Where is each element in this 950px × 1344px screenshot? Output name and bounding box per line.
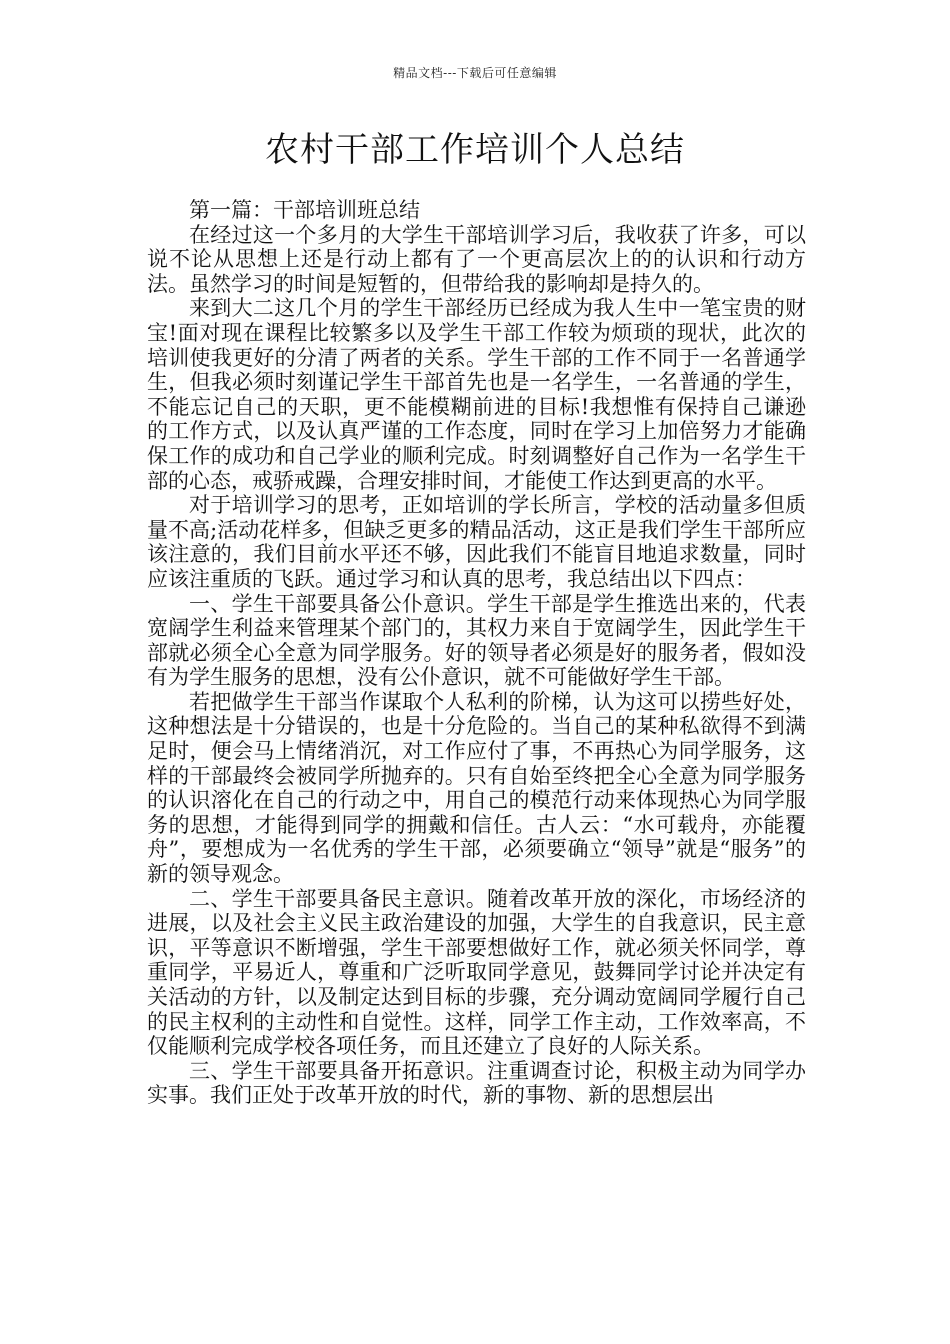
- paragraph: 二、学生干部要具备民主意识。随着改革开放的深化，市场经济的进展，以及社会主义民主政治建设的加强，大学生的自我意识，民主意识，平等意识不断增强，学生干部要想做好工作，就必须关怀同学，尊重同学，平易近人，尊重和广泛听取同学意见，鼓舞同学讨论并决定有关活动的方针，以及制定达到目标的步骤，充分调动宽阔同学履行自己的民主权利的主动性和自觉性。这样，同学工作主动，工作效率高，不仅能顺利完成学校各项任务，而且还建立了良好的人际关系。: [147, 886, 806, 1059]
- page-header-note: 精品文档---下载后可任意编辑: [393, 66, 557, 80]
- paragraph: 一、学生干部要具备公仆意识。学生干部是学生推选出来的，代表宽阔学生利益来管理某个部门的，其权力来自于宽阔学生，因此学生干部就必须全心全意为同学服务。好的领导者必须是好的服务者，假如没有为学生服务的思想，没有公仆意识，就不可能做好学生干部。: [147, 591, 806, 690]
- document-body: [147, 198, 806, 1108]
- paragraph: 若把做学生干部当作谋取个人私利的阶梯，认为这可以捞些好处，这种想法是十分错误的，也是十分危险的。当自己的某种私欲得不到满足时，便会马上情绪消沉，对工作应付了事，不再热心为同学服务，这样的干部最终会被同学所抛弃的。只有自始至终把全心全意为同学服务的认识溶化在自己的行动之中，用自己的模范行动来体现热心为同学服务的思想，才能得到同学的拥戴和信任。古人云：“水可载舟，亦能覆舟”，要想成为一名优秀的学生干部，必须要确立“领导”就是“服务”的新的领导观念。: [147, 689, 806, 887]
- paragraph: 在经过这一个多月的大学生干部培训学习后，我收获了许多，可以说不论从思想上还是行动上都有了一个更高层次上的的认识和行动方法。虽然学习的时间是短暂的，但带给我的影响却是持久的。: [147, 222, 806, 296]
- paragraph: 来到大二这几个月的学生干部经历已经成为我人生中一笔宝贵的财宝!面对现在课程比较繁多以及学生干部工作较为烦琐的现状，此次的培训使我更好的分清了两者的关系。学生干部的工作不同于一名普通学生，但我必须时刻谨记学生干部首先也是一名学生，一名普通的学生，不能忘记自己的天职，更不能模糊前进的目标!我想惟有保持自己谦逊的工作方式，以及认真严谨的工作态度，同时在学习上加倍努力才能确保工作的成功和自己学业的顺利完成。时刻调整好自己作为一名学生干部的心态，戒骄戒躁，合理安排时间，才能使工作达到更高的水平。: [147, 296, 806, 493]
- paragraph: 三、学生干部要具备开拓意识。注重调查讨论，积极主动为同学办实事。我们正处于改革开放的时代，新的事物、新的思想层出: [147, 1058, 806, 1108]
- paragraph: 对于培训学习的思考，正如培训的学长所言，学校的活动量多但质量不高;活动花样多，但缺乏更多的精品活动，这正是我们学生干部所应该注意的，我们目前水平还不够，因此我们不能盲目地追求数量，同时应该注重质的飞跃。通过学习和认真的思考，我总结出以下四点：: [147, 493, 806, 591]
- section-heading: 第一篇：干部培训班总结: [189, 198, 420, 222]
- document-title: 农村干部工作培训个人总结: [265, 130, 685, 170]
